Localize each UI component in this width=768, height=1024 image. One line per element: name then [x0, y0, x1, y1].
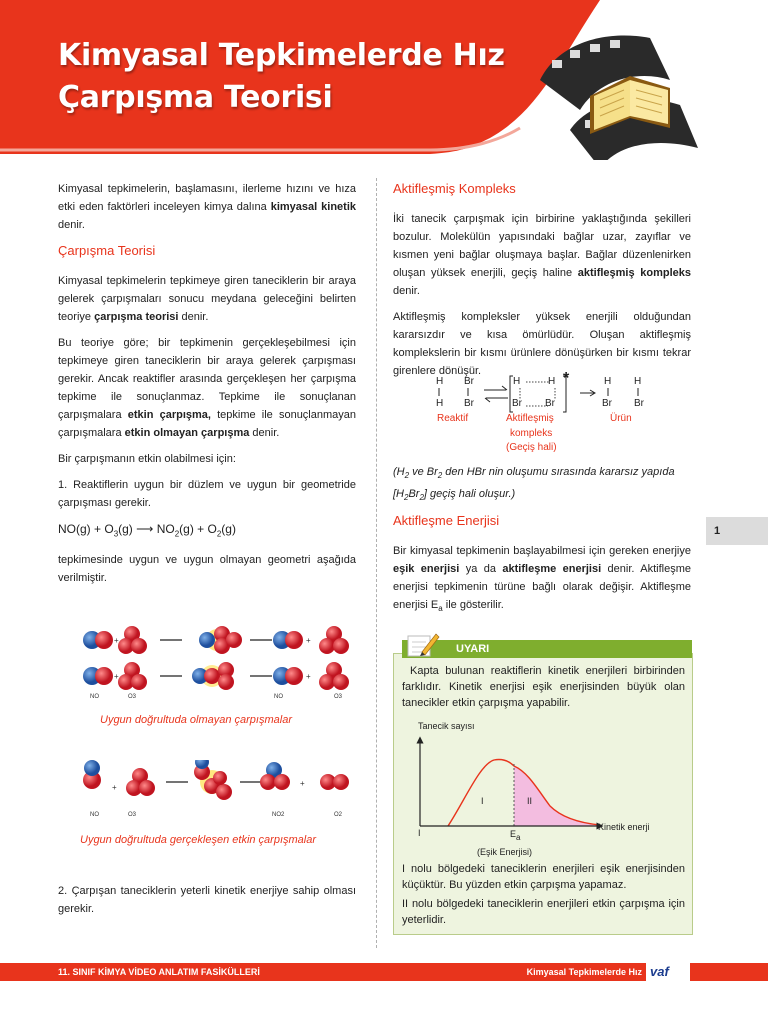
warning-text: Kapta bulunan reaktiflerin kinetik enerjileri birbirinden farklıdır. Kinetik enerjisi eşik enerjisinden büyük olan tanecikler etkin çarpışma yapabilir.: [402, 665, 685, 709]
threshold-energy-caption: (Eşik Enerjisi): [477, 847, 533, 857]
equilibrium-arrows-icon: [482, 383, 510, 405]
label-o3: O3: [128, 694, 137, 700]
label-no2: NO2: [272, 812, 285, 818]
label-o3: O3: [128, 812, 137, 818]
label-no: NO: [274, 694, 283, 700]
svg-text:+: +: [300, 779, 305, 788]
arrow-icon: ⟶: [136, 522, 154, 536]
svg-text:+: +: [306, 672, 311, 681]
reaction-equation: $NO(g) + O_3(g)$ ⟶ $NO_2(g) + O_2(g)$: [58, 522, 236, 539]
activated-complex-definition: İki tanecik çarpışmak için birbirine yaklaştığında şekilleri bozulur. Molekülün yapısındaki bağlar uzar, zayıflar ve kısmen yeni bağlar oluşmaya başlar. Bağlar düzenlenirken oluşan yüksek enerjili, geçiş haline aktifleşmiş kompleks denir.: [393, 213, 691, 297]
section-heading-collision-theory: Çarpışma Teorisi: [58, 243, 156, 258]
warning-header-bar: [402, 640, 692, 658]
intro-paragraph: Kimyasal tepkimelerin, başlamasını, ilerleme hızını ve hıza etki eden faktörleri inceleyen kimya dalına kimyasal kinetik denir.: [58, 183, 356, 231]
figure-caption-non-effective: Uygun doğrultuda olmayan çarpışmalar: [100, 714, 292, 726]
column-divider: [376, 178, 377, 948]
graph-x-label: Kinetik enerji: [598, 822, 650, 832]
molecule-no: [83, 631, 113, 649]
geometry-paragraph: tepkimesinde uygun ve uygun olmayan geometri aşağıda verilmiştir.: [58, 554, 356, 585]
svg-text:+: +: [114, 672, 119, 681]
page-title-line-2: Çarpışma Teorisi: [58, 80, 333, 115]
footer-series-title: 11. SINIF KİMYA VİDEO ANLATIM FASİKÜLLERİ: [58, 967, 260, 977]
non-effective-collision-figure: [62, 624, 362, 704]
svg-text:+: +: [112, 783, 117, 792]
pencil-note-icon: [404, 630, 440, 660]
activated-complex-stability: Aktifleşmiş kompleksler yüksek enerjili olduğundan kararsızdır ve kısa ömürlüdür. Oluşan aktifleşmiş komplekslerin bir kısmı ürünlere dönüşürken bir kısmı tekrar girenlere dönüşür.: [393, 311, 691, 377]
label-o3: O3: [334, 694, 343, 700]
molecule-o3: [118, 626, 147, 654]
left-column: [58, 180, 356, 595]
label-no: NO: [90, 694, 99, 700]
svg-text:+: +: [114, 636, 119, 645]
figure-caption-effective: Uygun doğrultuda gerçekleşen etkin çarpışmalar: [80, 834, 317, 846]
right-column: [393, 180, 691, 388]
page-title-line-1: Kimyasal Tepkimelerde Hız: [58, 38, 505, 73]
origin-label: I: [418, 828, 421, 838]
section-heading-activation-energy: Aktifleşme Enerjisi: [393, 513, 500, 528]
region-i-label: I: [481, 796, 484, 806]
region-ii-label: II: [527, 796, 533, 806]
page-section-tab: 1: [706, 517, 768, 545]
transition-state-note: ($H_2$ ve $Br_2$ den HBr nin oluşumu sırasında kararsız yapıda $[H_2Br_2]$ geçiş hali oluşur.): [393, 466, 675, 503]
graph-y-label: Tanecik sayısı: [418, 721, 475, 731]
condition-1: 1. Reaktiflerin uygun bir düzlem ve uygun bir geometride çarpışması gerekir.: [58, 479, 356, 509]
publisher-logo: vaf: [646, 960, 690, 984]
condition-intro: Bir çarpışmanın etkin olabilmesi için:: [58, 453, 236, 465]
condition-2: 2. Çarpışan taneciklerin yeterli kinetik enerjiye sahip olması gerekir.: [58, 885, 356, 915]
footer-chapter-title: Kimyasal Tepkimelerde Hız: [526, 967, 642, 977]
activation-energy-section: [393, 512, 691, 626]
svg-text:+: +: [306, 636, 311, 645]
effective-collision-figure: [62, 760, 362, 810]
label-no: NO: [90, 812, 99, 818]
collision-theory-definition: Kimyasal tepkimelerin tepkimeye giren taneciklerin bir araya gelerek çarpışmaları sonucu meydana geleceğini belirten teoriye çarpışma teorisi denir.: [58, 275, 356, 323]
effective-collision-paragraph: Bu teoriye göre; bir tepkimenin gerçekleşebilmesi için tepkimeye giren taneciklerin bir araya gelerek çarpışması gerekir. Ancak reaktifler arasında gerçekleşen her çarpışma tepkime ile sonuçlanmaz. Tepkime ile sonuçlanan çarpışmalara etkin çarpışma, tepkime ile sonuçlanmayan çarpışmalara etkin olmayan çarpışma denir.: [58, 337, 357, 439]
collision-flash: [199, 626, 242, 654]
activation-energy-definition: Bir kimyasal tepkimenin başlayabilmesi için gereken enerjiye eşik enerjisi ya da aktifleşme enerjisi denir. Aktifleşme enerjisi tepkimenin türüne bağlı olarak değişir. Aktifleşme enerjisi $E_a$ ile gösterilir.: [393, 545, 691, 614]
warning-notes: I nolu bölgedeki taneciklerin enerjileri eşik enerjisinden küçüktür. Bu yüzden etkin çarpışma yapamaz. II nolu bölgedeki taneciklerin enerjileri etkin çarpışma için yeterlidir.: [402, 863, 685, 926]
warning-title: UYARI: [456, 643, 490, 655]
section-heading-activated-complex: Aktifleşmiş Kompleks: [393, 181, 516, 196]
label-o2: O2: [334, 812, 343, 818]
threshold-energy-label: $E_a$: [510, 829, 521, 842]
arrow-icon: [578, 388, 598, 398]
